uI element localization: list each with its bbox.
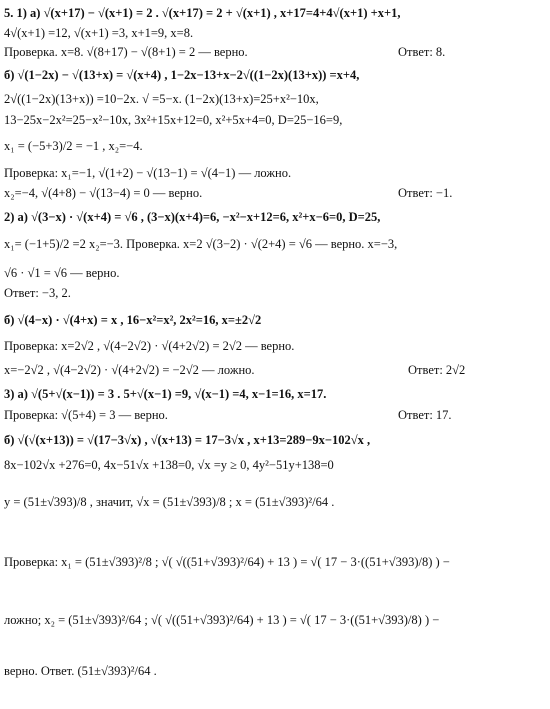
line-16: x=−2√2 , √(4−2√2) · √(4+2√2) = −2√2 — ложно. [4,363,255,377]
line-1: 5. 1) а) √(x+17) − √(x+1) = 2 . √(x+17) = 2 + √(x+1) , x+17=4+4√(x+1) +x+1, [4,6,401,20]
line-10: 2) а) √(3−x) · √(x+4) = √6 , (3−x)(x+4)=6, −x²−x+12=6, x²+x−6=0, D=25, [4,210,381,224]
line-18: Проверка: √(5+4) = 3 — верно. [4,408,168,422]
line-6: 13−25x−2x²=25−x²−10x, 3x²+15x+12=0, x²+5x+4=0, D=25−16=9, [4,113,343,127]
answer-3: Ответ: 2√2 [408,363,466,377]
line-23: ложно; x₂ = (51±√393)²/64 ; √( √((51+√393)²/64) + 13 ) = √( 17 − 3·((51+√393)/8) ) − [4,613,440,627]
line-22: Проверка: x₁ = (51±√393)²/8 ; √( √((51+√393)²/64) + 13 ) = √( 17 − 3·((51+√393)/8) ) − [4,555,450,569]
line-11: x₁= (−1+5)/2 =2 x₂=−3. Проверка. x=2 √(3−2) · √(2+4) = √6 — верно. x=−3, [4,237,398,251]
line-17: 3) а) √(5+√(x−1)) = 3 . 5+√(x−1) =9, √(x−1) =4, x−1=16, x=17. [4,387,327,401]
line-15: Проверка: x=2√2 , √(4−2√2) · √(4+2√2) = 2√2 — верно. [4,339,295,353]
line-8: Проверка: x₁=−1, √(1+2) − √(13−1) = √(4−1) — ложно. [4,166,292,180]
answer-2: Ответ: −1. [398,186,453,200]
line-21: y = (51±√393)/8 , значит, √x = (51±√393)/8 ; x = (51±√393)²/64 . [4,495,335,509]
line-3: Проверка. x=8. √(8+17) − √(8+1) = 2 — верно. [4,45,248,59]
line-24: верно. Ответ. (51±√393)²/64 . [4,664,157,678]
line-2: 4√(x+1) =12, √(x+1) =3, x+1=9, x=8. [4,26,194,40]
line-7: x₁ = (−5+3)/2 = −1 , x₂=−4. [4,139,143,153]
line-20: 8x−102√x +276=0, 4x−51√x +138=0, √x =y ≥ 0, 4y²−51y+138=0 [4,458,334,472]
answer-1: Ответ: 8. [398,45,446,59]
line-14: б) √(4−x) · √(4+x) = x , 16−x²=x², 2x²=16, x=±2√2 [4,313,262,327]
line-5: 2√((1−2x)(13+x)) =10−2x. √ =5−x. (1−2x)(13+x)=25+x²−10x, [4,92,319,106]
line-19: б) √(√(x+13)) = √(17−3√x) , √(x+13) = 17−3√x , x+13=289−9x−102√x , [4,433,371,447]
line-9: x₂=−4, √(4+8) − √(13−4) = 0 — верно. [4,186,203,200]
answer-4: Ответ: 17. [398,408,452,422]
line-12: √6 · √1 = √6 — верно. [4,266,120,280]
line-4: б) √(1−2x) − √(13+x) = √(x+4) , 1−2x−13+x−2√((1−2x)(13+x)) =x+4, [4,68,360,82]
line-13: Ответ: −3, 2. [4,286,71,300]
